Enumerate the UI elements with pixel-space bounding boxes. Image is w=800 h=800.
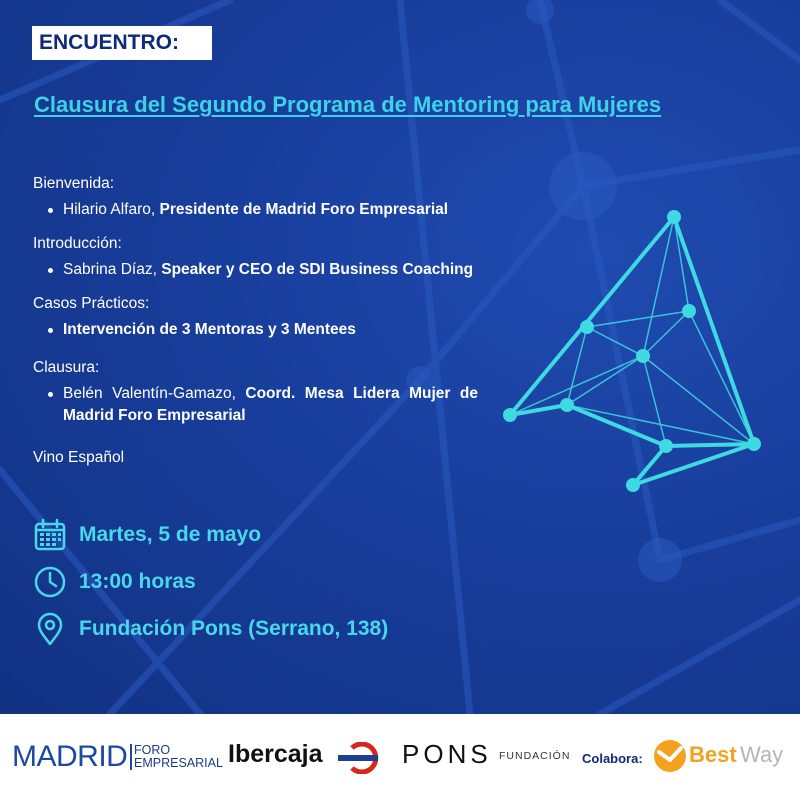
madrid-logo-word: MADRID [12,740,128,773]
bestway-logo-best: Best [689,742,737,767]
speaker-name: Belén Valentín-Gamazo, [63,385,236,402]
speaker-role: Coord. Mesa Lidera Mujer de Madrid Foro Empresarial [63,385,478,424]
bullet-icon [48,268,53,273]
agenda-item [33,199,503,221]
agenda-casos-practicos [33,293,503,341]
agenda-section-label: Bienvenida: [33,175,115,192]
ibercaja-emblem-icon [338,742,388,774]
ibercaja-logo [228,736,390,780]
speaker-role: Speaker y CEO de SDI Business Coaching [161,261,474,278]
madrid-logo-sub-line2: EMPRESARIAL [134,756,223,770]
agenda-section-label: Introducción: [33,235,122,252]
speaker-name: Hilario Alfaro, [63,201,156,218]
madrid-foro-empresarial-logo [12,736,223,780]
agenda-clausura [33,357,503,427]
bullet-icon [48,208,53,213]
madrid-logo-subtitle [130,744,223,770]
agenda-section-label: Casos Prácticos: [33,295,150,312]
collaborator-label: Colabora: [582,751,643,766]
event-time-row [33,563,196,601]
pons-logo-subtitle: FUNDACIÓN [499,750,571,762]
bullet-icon [48,328,53,333]
event-place-row [33,610,388,648]
bestway-logo-way: Way [740,742,784,767]
agenda-section-label: Vino Español [33,449,125,466]
agenda-vino [33,447,503,469]
sponsor-footer [0,714,800,800]
agenda-bienvenida [33,173,503,221]
bestway-emblem-icon [653,738,687,774]
event-title: Clausura del Segundo Programa de Mentoring para Mujeres [34,92,662,117]
agenda-section-label: Clausura: [33,359,100,376]
event-time: 13:00 horas [79,570,196,593]
event-place: Fundación Pons (Serrano, 138) [79,617,389,640]
network-graph-illustration [500,205,770,500]
event-date: Martes, 5 de mayo [79,523,262,546]
pons-fundacion-logo [402,736,572,780]
speaker-role: Presidente de Madrid Foro Empresarial [159,201,449,218]
speaker-name: Sabrina Díaz, [63,261,157,278]
agenda-item [33,319,503,341]
bestway-logo [653,736,793,780]
agenda-item-text: Intervención de 3 Mentoras y 3 Mentees [63,321,356,338]
location-pin-icon [33,612,67,646]
agenda-introduccion [33,233,503,281]
event-type-label: ENCUENTRO: [32,26,212,60]
pons-logo-word: PONS [402,739,492,769]
bullet-icon [48,392,53,397]
agenda-item [33,259,503,281]
madrid-logo-sub-line1: FORO [134,743,171,757]
event-date-row [33,516,261,554]
ibercaja-logo-word: Ibercaja [228,740,323,768]
agenda-item [33,383,478,427]
clock-icon [33,565,67,599]
calendar-icon [33,518,67,552]
